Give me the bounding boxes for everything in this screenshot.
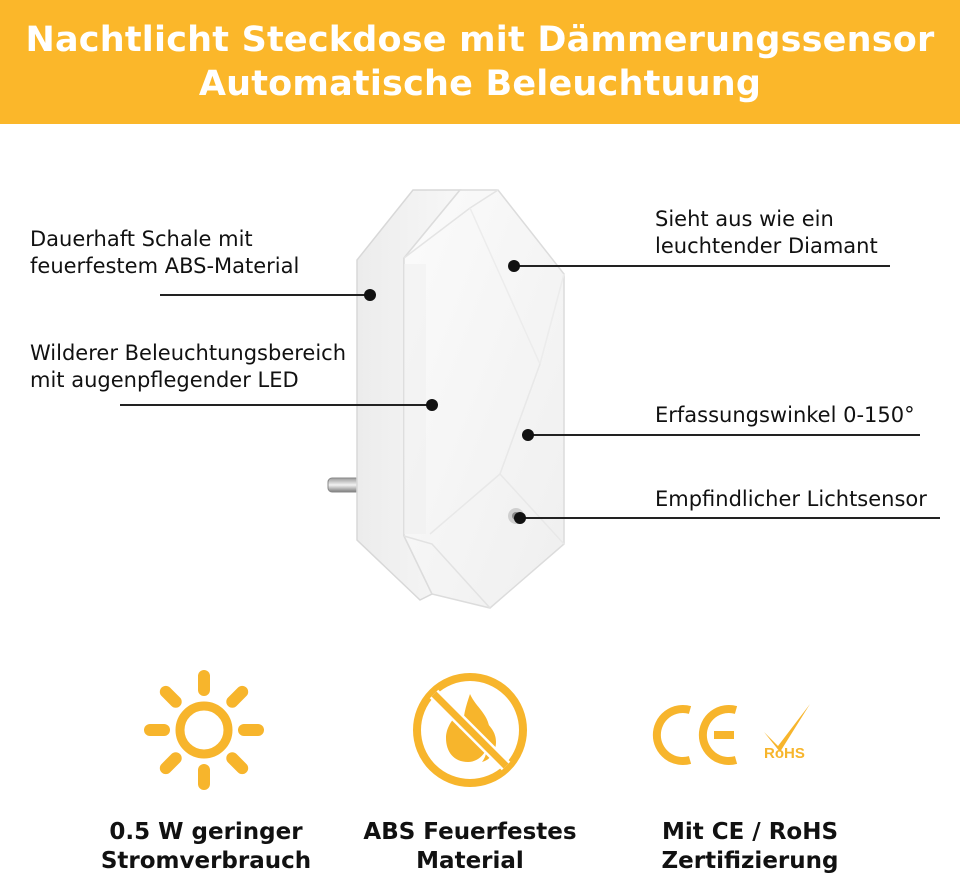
callout-diamond-line-1: Sieht aus wie ein <box>655 207 834 231</box>
callout-shell-dot <box>364 289 376 301</box>
callout-diamond-dot <box>508 260 520 272</box>
feature-cert-line-2: Zertifizierung <box>661 848 839 874</box>
header-banner <box>0 0 960 124</box>
callout-angle-text: Erfassungswinkel 0-150° <box>655 403 915 427</box>
callout-lighting-leader <box>120 404 432 406</box>
callout-angle-leader <box>528 434 920 436</box>
callout-sensor-dot <box>514 512 526 524</box>
ce-rohs-icon <box>652 700 822 770</box>
feature-power-label <box>56 818 356 876</box>
feature-material-line-2: Material <box>416 848 524 874</box>
feature-power-line-1: 0.5 W geringer <box>109 819 303 845</box>
night-light-product-image <box>0 124 960 664</box>
callout-angle-dot <box>522 429 534 441</box>
callout-diamond-text <box>655 206 878 260</box>
title-line-2: Automatische Beleuchtuung <box>198 64 762 104</box>
callout-diamond-line-2: leuchtender Diamant <box>655 234 878 258</box>
feature-material-line-1: ABS Feuerfestes <box>363 819 577 845</box>
feature-cert-label <box>600 818 900 876</box>
callout-diamond-leader <box>514 265 890 267</box>
callout-shell-line-1: Dauerhaft Schale mit <box>30 227 253 251</box>
callout-sensor-leader <box>520 517 940 519</box>
callout-shell-line-2: feuerfestem ABS-Material <box>30 254 300 278</box>
rohs-label: RoHS <box>764 745 805 762</box>
product-scene <box>0 124 960 664</box>
callout-lighting-line-2: mit augenpflegender LED <box>30 368 299 392</box>
title-line-1: Nachtlicht Steckdose mit Dämmerungssensor <box>25 20 935 60</box>
callout-lighting-line-1: Wilderer Beleuchtungsbereich <box>30 341 347 365</box>
sun-icon <box>142 668 266 792</box>
callout-sensor-text: Empfindlicher Lichtsensor <box>655 487 927 511</box>
callout-lighting-dot <box>426 399 438 411</box>
feature-cert-line-1: Mit CE / RoHS <box>661 819 839 845</box>
callout-shell-text <box>30 226 299 280</box>
callout-lighting-text <box>30 340 346 394</box>
no-fire-icon <box>410 670 530 790</box>
callout-shell-leader <box>160 294 370 296</box>
feature-material-label <box>320 818 620 876</box>
feature-power-line-2: Stromverbrauch <box>100 848 312 874</box>
